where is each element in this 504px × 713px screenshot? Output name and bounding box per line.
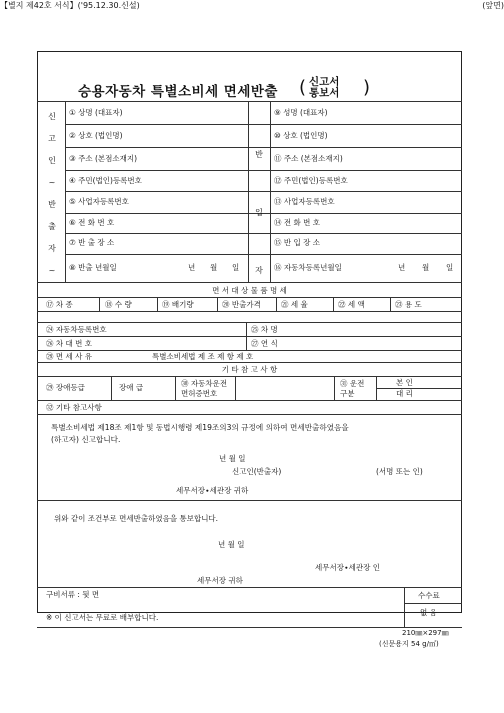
line-vehicle-1: [37, 336, 462, 337]
col-quantity: ⑱ 수 량: [105, 300, 132, 309]
driver-self: 본 인: [396, 378, 413, 387]
free-distribution-note: ※ 이 신고서는 무료로 배부합니다.: [46, 613, 159, 622]
field-left-2: ② 상호 (법인명): [69, 131, 123, 140]
field-right-1: ⑨ 성명 (대표자): [274, 108, 328, 117]
label-exempt-reason: ㉘ 면 세 사 유: [46, 352, 93, 361]
line-other-ref-bottom: [37, 414, 462, 415]
notice-text: 위와 같이 조건부로 면세반출하였음을 통보합니다.: [54, 514, 219, 523]
field-left-4: ④ 주민(법인)등록번호: [69, 176, 142, 185]
field-right-4: ⑫ 주민(법인)등록번호: [274, 176, 348, 185]
field-left-3: ③ 주소 (본점소재지): [69, 154, 138, 163]
line-row1: [65, 124, 462, 125]
line-notice-bottom: [37, 587, 462, 588]
col-usage: ㉓ 용 도: [395, 300, 422, 309]
line-right-header: [270, 101, 271, 282]
line-declaration-bottom: [37, 500, 462, 501]
right-date-month: 월: [422, 263, 430, 272]
fee-col-line: [404, 587, 405, 627]
form-number: 【별지 제42호 서식】('95.12.30.신설): [0, 1, 140, 10]
field-right-8: ⑯ 자동차등록년월일: [274, 263, 342, 272]
fee-label: 수수료: [418, 591, 440, 600]
disability-grade-unit: 장애 급: [119, 383, 144, 392]
right-date-day: 일: [446, 263, 454, 272]
label-car-name: ㉕ 차 명: [251, 325, 278, 334]
notice-recipient: 세무서장 귀하: [197, 576, 243, 585]
goods-col-line: [333, 297, 334, 311]
right-date-year: 년: [398, 263, 406, 272]
paper-type: (신문용지 54 g/㎡): [379, 640, 439, 648]
field-left-5: ⑤ 사업자등록번호: [69, 197, 129, 206]
declaration-sign-note: (서명 또는 인): [376, 467, 423, 476]
goods-col-line: [276, 297, 277, 311]
declaration-text-2: (하고자) 신고합니다.: [51, 435, 121, 444]
fee-split-line: [404, 603, 462, 604]
goods-col-line: [390, 297, 391, 311]
left-date-year: 년: [188, 263, 196, 272]
line-goods-title-bottom: [37, 297, 462, 298]
field-left-6: ⑥ 전 화 번 호: [69, 218, 115, 227]
exempt-reason-value: 특별소비세법 제 조 제 항 제 호: [152, 352, 254, 361]
declaration-date: 년 월 일: [219, 454, 246, 463]
title-option-notice: 통보서: [309, 87, 340, 99]
title-option-report: 신고서: [309, 76, 340, 88]
label-reg-no: ㉔ 자동차등록번호: [46, 325, 107, 334]
driver-split-line: [376, 388, 462, 389]
goods-section-title: 면 서 대 상 물 품 명 세: [212, 286, 287, 295]
form-reference-line: [0, 0, 504, 12]
line-title-bottom: [37, 101, 462, 102]
title-open-paren: (: [299, 77, 307, 98]
line-goods-row-bottom: [37, 322, 462, 323]
vehicle-col-line: [246, 322, 247, 350]
driver-proxy: 대 리: [396, 389, 413, 398]
line-left-header: [65, 101, 66, 282]
field-left-1: ① 상명 (대표자): [69, 108, 123, 117]
left-date-day: 일: [232, 263, 240, 272]
goods-col-line: [99, 297, 100, 311]
goods-col-line: [157, 297, 158, 311]
fee-value: 없 음: [420, 608, 437, 617]
title-options: [309, 77, 339, 99]
line-footer-bottom: [37, 627, 462, 628]
required-documents: 구비서류 : 뒷 면: [46, 590, 100, 599]
label-other-ref: ㉜ 기타 참고사항: [46, 403, 102, 412]
disability-col-line: [111, 376, 112, 400]
col-tax-rate: ㉑ 세 율: [281, 300, 308, 309]
field-right-3: ⑪ 주소 (본점소재지): [274, 154, 343, 163]
line-other-title: [37, 376, 462, 377]
line-vehicle-2: [37, 350, 462, 351]
other-section-title: 기 타 참 고 사 항: [221, 365, 278, 374]
disability-col-line: [235, 376, 236, 400]
field-right-6: ⑭ 전 화 번 호: [274, 218, 321, 227]
notice-date: 년 월 일: [218, 540, 245, 549]
paper-size: 210㎜×297㎜: [402, 629, 449, 637]
line-vehicle-3: [37, 362, 462, 363]
col-car-type: ⑰ 차 종: [46, 300, 73, 309]
label-chassis: ㉖ 차 대 번 호: [46, 339, 93, 348]
disability-col-line: [175, 376, 176, 400]
form-title: 승용자동차 특별소비세 면세반출: [78, 84, 278, 100]
line-goods-header-bottom: [37, 311, 462, 312]
label-disability-grade: ㉙ 장애등급: [46, 383, 85, 392]
field-right-5: ⑬ 사업자등록번호: [274, 197, 335, 206]
declaration-text-1: 특별소비세법 제18조 제1항 및 동법시행령 제19조의3의 규정에 의하여 면세반출하였음을: [51, 423, 349, 432]
notice-from: 세무서장∙세관장 인: [315, 563, 381, 572]
right-party-header: 반 입 자: [255, 150, 263, 275]
left-date-month: 월: [210, 263, 218, 272]
field-right-2: ⑩ 상호 (법인명): [274, 131, 328, 140]
field-left-8: ⑧ 반출 년월일: [69, 263, 117, 272]
disability-col-line: [334, 376, 335, 400]
field-right-7: ⑮ 반 입 장 소: [274, 238, 321, 247]
col-price: ⑳ 반출가격: [222, 300, 261, 309]
declaration-recipient: 세무서장∙세관장 귀하: [176, 486, 249, 495]
goods-col-line: [217, 297, 218, 311]
field-left-7: ⑦ 반 출 장 소: [69, 238, 115, 247]
page-side: (앞면): [482, 1, 504, 10]
line-mid: [248, 101, 249, 282]
label-model-year: ㉗ 연 식: [251, 339, 278, 348]
title-close-paren: ): [363, 77, 371, 98]
declaration-signer: 신고인(반출자): [232, 467, 282, 476]
col-displacement: ⑲ 배기량: [162, 300, 194, 309]
label-driver-type: ㉛ 운전 구분: [340, 379, 365, 398]
line-disability-bottom: [37, 400, 462, 401]
col-tax-amount: ㉒ 세 액: [338, 300, 365, 309]
label-license-no: ㉚ 자동차운전 면허증번호: [181, 379, 228, 398]
left-party-header: 신 고 인 ~ 반 출 자 ~: [48, 112, 56, 275]
